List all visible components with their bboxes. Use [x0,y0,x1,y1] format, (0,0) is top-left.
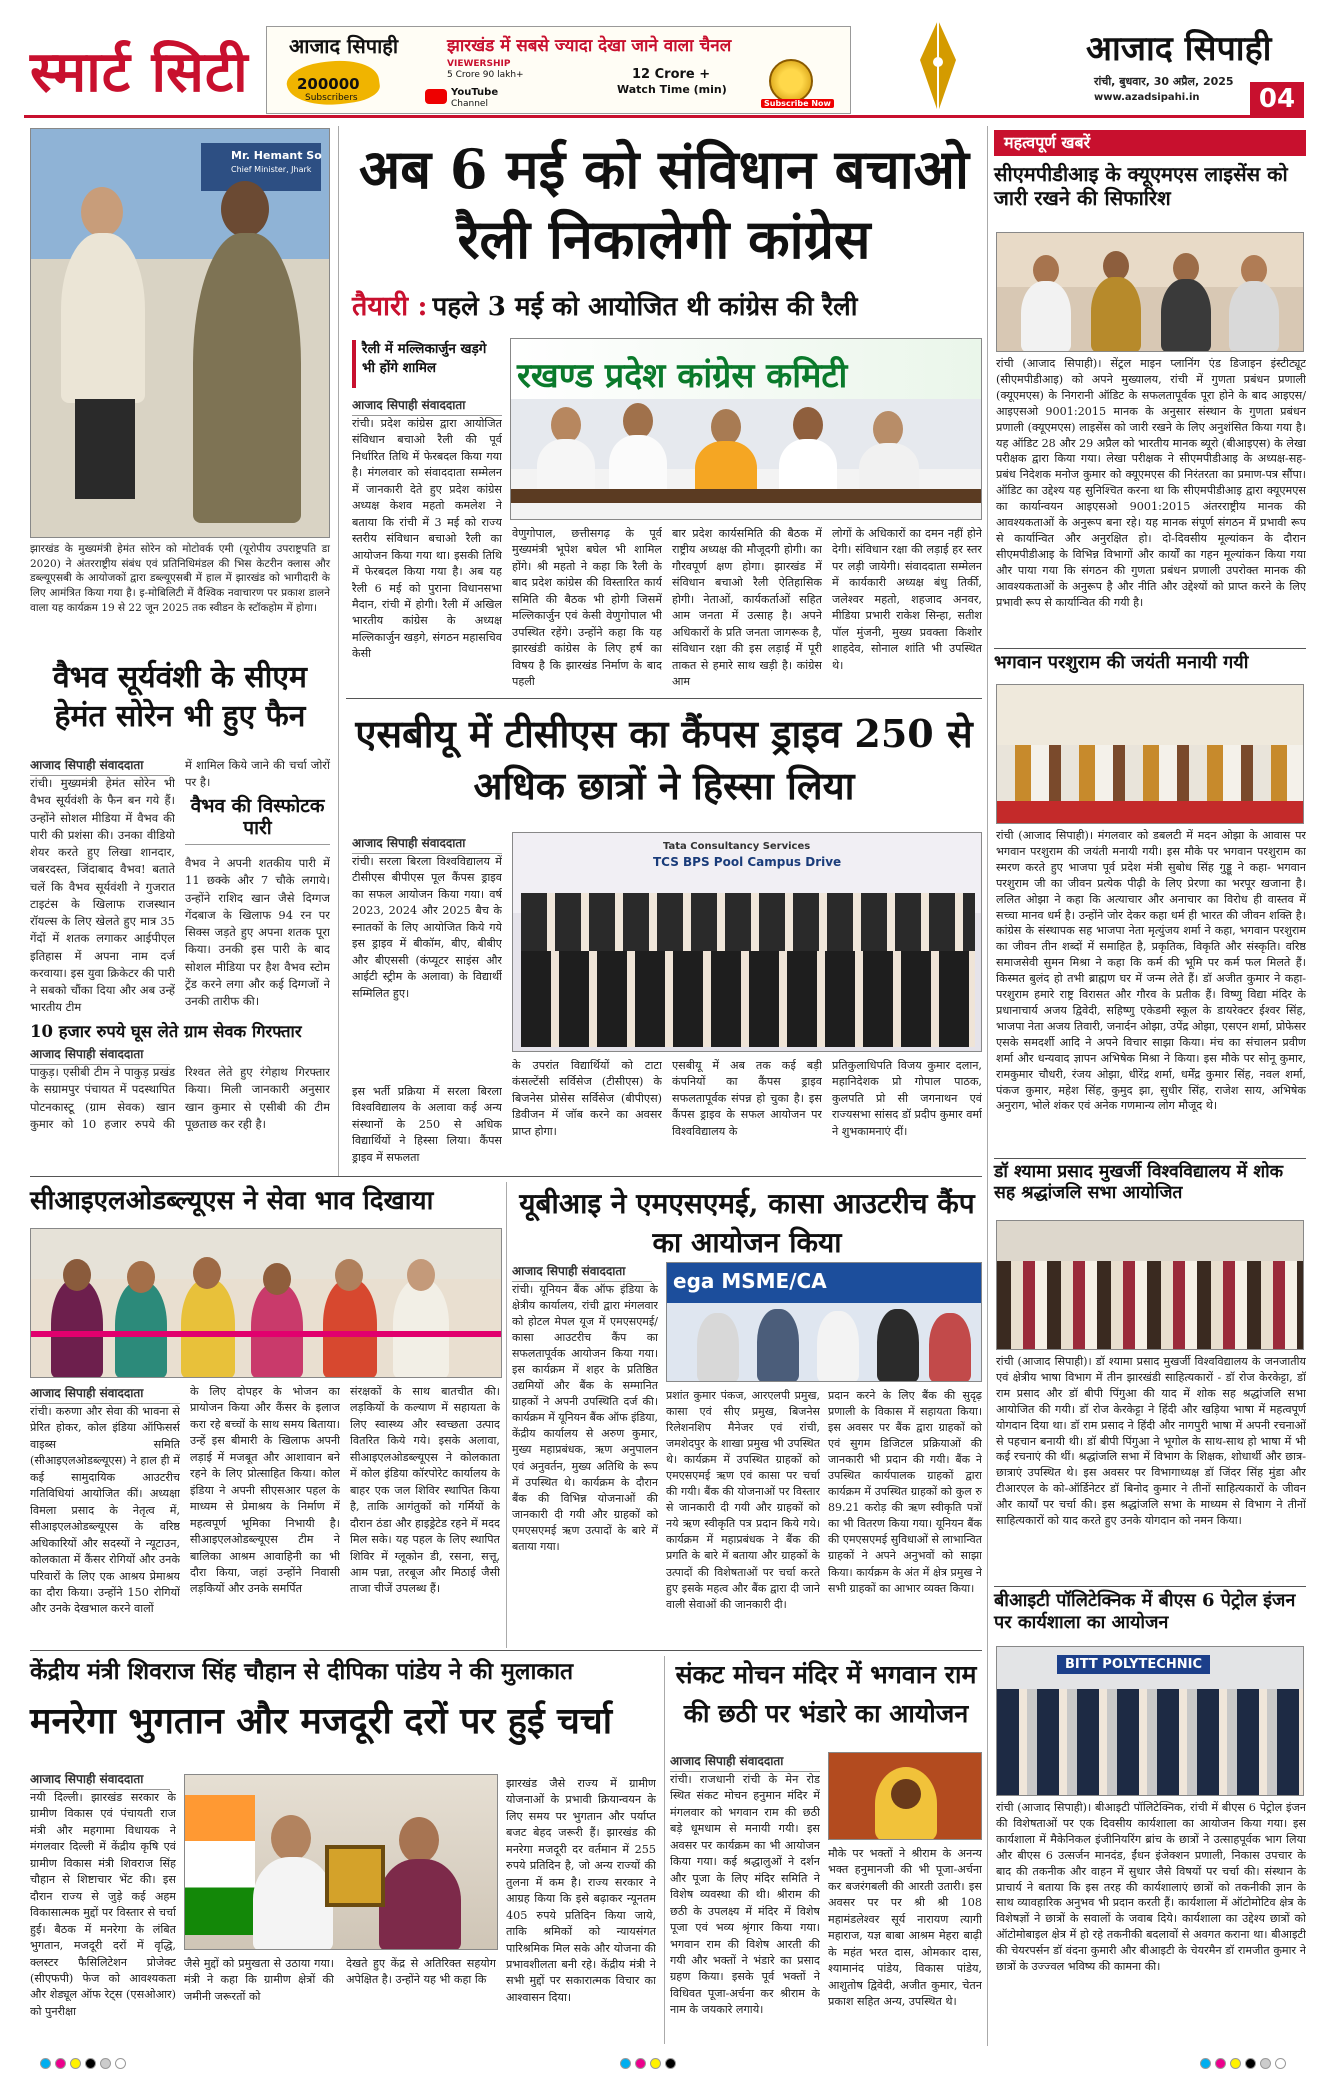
registration-dot [40,2058,51,2069]
ad-youtube: YouTube [451,87,499,98]
congress-press-conference-photo [510,338,982,520]
vaibhav-body-a: रांची। मुख्यमंत्री हेमंत सोरेन भी वैभव सूर्यवंशी के फैन बन गये हैं। उन्होंने सोशल मीडिया में वैभव की पारी की प्रशंसा की। उनका वीडियो शेयर करते हुए लिखा शानदार, जबरदस्त, जिंदाबाद वैभव! बताते चलें कि वैभव सूर्यवंशी ने गुजरात टाइटंस के खिलाफ राजस्थान रॉयल्स के लिए खेलते हुए मात्र 35 गेंदों में शतक लगाकर आईपीएल इतिहास में अपना नाम दर्ज करवाया। इस युवा क्रिकेटर की पारी ने सबको चौंका दिया और अब उन्हें भारतीय टीम [30,776,175,1015]
ad-viewership-label: VIEWERSHIP [447,59,511,69]
shivraj-col-1: नयी दिल्ली। झारखंड सरकार के ग्रामीण विकास एवं पंचायती राज मंत्री और महगामा विधायक ने मंगलवार दिल्ली में केंद्रीय कृषि एवं ग्रामीण विकास मंत्री शिवराज सिंह चौहान से शिष्टाचार भेंट की। इस दौरान राज्य से जुड़े कई अहम विकासात्मक मुद्दों पर विस्तार से चर्चा हुई। बैठक में मनरेगा के लंबित भुगतान, मजदूरी दरों में वृद्धि, क्लस्टर फैसिलिटेशन प्रोजेक्ट (सीएफपी) फेज को आवश्यकता और शेड्यूल ऑफ रेट्स (एसओआर) को पुनरीक्षा [30,1791,176,2018]
cmpdi-body: रांची (आजाद सिपाही)। सेंट्रल माइन प्लानिंग एंड डिजाइन इंस्टीट्यूट (सीएमपीडीआइ) को अपने मुख्यालय, रांची में गुणता प्रबंधन प्रणाली (क्यूएमएस) के निगरानी ऑडिट के सफलतापूर्वक पूरा होने के बाद आइएस/आइएसओ 9001:2015 मानक के अनुसार संस्थान के गुणता प्रबंधन प्रणाली (क्यूएमएस) लाइसेंस को जारी रखने के लिए अनुशंसित किया गया है। यह ऑडिट 28 और 29 अप्रैल को भारतीय मानक ब्यूरो (बीआइएस) के लेखा परीक्षक द्वारा किया गया। लेखा परीक्षक ने सीएमपीडीआइ के अध्यक्ष-सह-प्रबंध निदेशक मनोज कुमार को क्यूएमएस की निरंतरता का प्रमाण-पत्र सौंपा। ऑडिट का उद्देश्य यह सुनिश्चित करना था कि सीएमपीडीआइ द्वारा क्यूएमएस का कार्यान्वयन आइएसओ 9001:2015 अंतरराष्ट्रीय मानक की आवश्यकताओं के अनुरूप बना रहे। यह मानक संपूर्ण संगठन में प्रभावी रूप से कार्यान्वित और अनुरक्षित हो। दो-दिवसीय मूल्यांकन के दौरान सीएमपीडीआइ के विभिन्न विभागों और कार्यों का गहन मूल्यांकन किया गया और पाया गया कि संगठन की गुणता प्रबंधन प्रणाली उपरोक्त मानक की आवश्यकताओं के अनुरूप है और नीति और उद्देश्यों को प्राप्त करने के लिए प्रभावी रूप से कार्यान्वित की गयी है। [996,357,1306,609]
temple-idol-photo [828,1752,982,1840]
lead-col-2: वेणुगोपाल, छत्तीसगढ़ के पूर्व मुख्यमंत्री भूपेश बघेल भी शामिल होंगे। श्री महतो ने कहा कि रैली के बाद प्रदेश कांग्रेस की विस्तारित कार्य समिति की बैठक भी होगी जिसमें मल्लिकार्जुन एवं केसी वेणुगोपाल भी उपस्थित रहेंगे। उन्होंने कहा कि यह झारखंडी कांग्रेस के लिए हर्ष का विषय है कि झारखंड निर्माण के बाद पहली [512,527,662,689]
ad-subscribers-label: Subscribers [305,93,358,103]
vaibhav-subhead: वैभव की विस्फोटक पारी [185,795,330,845]
ad-tagline: झारखंड में सबसे ज्यादा देखा जाने वाला चैनल [447,36,732,56]
website[interactable]: www.azadsipahi.in [1094,92,1200,103]
ubi-col-2: प्रशांत कुमार पंकज, आरएलपी प्रमुख, कासा एवं सीए प्रमुख, बिजनेस रिलेशनशिप मैनेजर एवं रांची, जमशेदपुर के शाखा प्रमुख भी उपस्थित थे। कार्यक्रम में उपस्थित ग्राहकों को एमएसएमई ऋण एवं कासा पर चर्चा की गयी। बैंक की योजनाओं पर विस्तार से जानकारी दी गयी और ग्राहकों को नये ऋण स्वीकृति पत्र प्रदान किये गये। कार्यक्रम में महाप्रबंधक ने बैंक की प्रगति के बारे में बताया और ग्राहकों के उत्पादों की विशेषताओं पर चर्चा करते हुए इसके महत्व और बैंक द्वारा दी जाने वाली सेवाओं की जानकारी दी। [666,1389,820,1611]
dateline: रांची, बुधवार, 30 अप्रैल, 2025 [1094,75,1234,88]
ciowa-headline: सीआइएलओडब्ल्यूएस ने सेवा भाव दिखाया [30,1186,434,1216]
vaibhav-body-b-top: में शामिल किये जाने की चर्चा जोरों पर है। [185,758,330,790]
registration-dot [100,2058,111,2069]
cm-photo-caption: झारखंड के मुख्यमंत्री हेमंत सोरेन को मोटोवर्क एमी (यूरोपीय उपराष्ट्रपति डा 2020) ने अंतरराष्ट्रीय संबंध एवं प्रतिनिधिमंडल की भिस केटरीन क्लास और डब्ल्यूएसबी के आयोजकों द्वारा डब्ल्यूएसबी में हाल में झारखंड को भागीदारी के लिए आमंत्रित किया गया है। इ-मोबिलिटी में वैश्विक नवाचारण पर प्रकाश डालने वाला यह कार्यक्रम 19 से 22 जून 2025 तक स्वीडन के स्टॉकहोम में होगा। [30,543,330,614]
section-title: स्मार्ट सिटी [30,39,249,105]
registration-dot [1200,2058,1211,2069]
ciowa-ribbon-cutting-photo [30,1228,502,1378]
registration-dot [620,2058,631,2069]
shivraj-headline: मनरेगा भुगतान और मजदूरी दरों पर हुई चर्चा [30,1700,613,1742]
shyama-prasad-headline: डॉ श्यामा प्रसाद मुखर्जी विश्वविद्यालय में शोक सह श्रद्धांजलि सभा आयोजित [994,1162,1284,1203]
tcs-campus-drive-photo [512,832,982,1052]
ubi-headline: यूबीआइ ने एमएसएमई, कासा आउटरीच कैंप का आयोजन किया [519,1187,975,1260]
ubi-col-1: रांची। यूनियन बैंक ऑफ इंडिया के क्षेत्रीय कार्यालय, रांची द्वारा मंगलवार को होटल मेपल यूज में एमएसएमई/कासा आउटरीच कैंप का सफलतापूर्वक आयोजन किया गया। इस कार्यक्रम में शहर के प्रतिष्ठित उद्यमियों और बैंक के सम्मानित ग्राहकों ने अपनी उपस्थिति दर्ज की। कार्यक्रम में यूनियन बैंक ऑफ इंडिया, केंद्रीय कार्यालय से अरुण कुमार, मुख्य महाप्रबंधक, ऋण अनुपालन एवं अनुवर्तन, मुख्य अतिथि के रूप में उपस्थित थे। कार्यक्रम के दौरान बैंक की विभिन्न योजनाओं की जानकारी दी गयी और ग्राहकों को एमएसएमई ऋण उत्पादों के बारे में बताया गया। [512,1283,658,1553]
registration-marks-right [1200,2054,1290,2073]
sankat-headline: संकट मोचन मंदिर में भगवान राम की छठी पर भंडारे का आयोजन [675,1660,977,1728]
ciowa-byline: आजाद सिपाही संवाददाता [30,1384,180,1404]
ad-subscribers: 200000 [297,75,360,93]
registration-dot [1230,2058,1241,2069]
parshuram-body: रांची (आजाद सिपाही)। मंगलवार को डबलटी में मदन ओझा के आवास पर भगवान परशुराम की जयंती मनायी गयी। इस मौके पर भगवान परशुराम का स्मरण करते हुए भाजपा पूर्व प्रदेश मंत्री सुबोध सिंह गुड्डू ने कहा- भगवान परशुराम जी का जीवन प्रत्येक पीढ़ी के लिए प्रेरणा का भरपूर खजाना है। ललित ओझा ने कहा कि अत्याचार और अनाचार का विरोध ही वास्तव में सच्चा मानव धर्म है। उन्होंने जोर देकर कहा धर्म ही भारत की जीवन शक्ति है। कांग्रेस के संस्थापक सह भाजपा नेता मृत्युंजय शर्मा ने कहा, भगवान परशुराम का जीवन तीन शब्दों में समाहित है, प्रकृतिक, विकृति और संस्कृति। वरिष्ठ समाजसेवी सुमन मिश्रा ने कहा कि कर्म की भूमि पर कर्म फल मिलते हैं। किस्मत बुलंद हो तभी ब्राह्मण घर में जन्म लेते हैं। डॉ अजीत कुमार ने कहा- परशुराम हमारे राष्ट्र विरासत और गौरव के प्रतीक हैं। विष्णु विद्या मंदिर के प्रधानाचार्य अजय द्विवेदी, सहिष्णु एकेडमी स्कूल के डायरेक्टर ईश्वर सिंह, भाजपा नेता अजय तिवारी, जनार्दन ओझा, उपेंद्र ओझा, एसएन शर्मा, प्रोफेसर एसके समदर्शी आदि ने अपने विचार साझा किया। मंच का संचालन प्रवीण शर्मा और धन्यवाद ज्ञापन अभिषेक मिश्रा ने किया। इस मौके पर सोनू कुमार, रामकुमार चौधरी, रंजय ओझा, धीरेंद्र शर्मा, धर्मेंद्र कुमार सिंह, नवल शर्मा, पंकज कुमार, महेश सिंह, कुमुद झा, सुधीर सिंह, राजेश साय, अभिषेक अनुराग, भोले शंकर एवं अनेक गणमान्य लोग मौजूद थे। [996,829,1306,1113]
registration-dot [665,2058,676,2069]
registration-dot [55,2058,66,2069]
ad-channel: Channel [451,99,488,109]
ad-watch-time: 12 Crore + [632,67,711,82]
lead-subhead-line [352,286,982,323]
page-header [24,10,1304,118]
tcs-banner-1: Tata Consultancy Services [663,841,811,852]
ubi-byline: आजाद सिपाही संवाददाता [512,1262,652,1282]
lead-headline: अब 6 मई को संविधान बचाओ रैली निकालेगी कांग्रेस [359,137,969,272]
ciowa-col-3: संरक्षकों के साथ बातचीत की। लड़कियों के कल्याण में सहायता के लिए स्वास्थ्य और स्वच्छता उत्पाद वितरित किये गये। इसके अलावा, सीआइएलओडब्ल्यूएस ने कोलकाता में कोल इंडिया कॉरपोरेट कार्यालय के बाहर एक जल शिविर स्थापित किया है, ताकि आगंतुकों को गर्मियों के दौरान ठंडा और हाइड्रेटेड रहने में मदद मिल सके। यह पहल के लिए स्थापित शिविर में ग्लूकोन डी, रसना, सत्तू, आम पन्ना, तरबूज और मिठाई जैसी ताजा चीजें उपलब्ध हैं। [350,1385,500,1596]
registration-marks-mid [620,2054,680,2073]
ad-viewership-value: 5 Crore 90 lakh+ [447,70,524,80]
bit-polytechnic-body: रांची (आजाद सिपाही)। बीआइटी पॉलिटेक्निक, रांची में बीएस 6 पेट्रोल इंजन की विशेषताओं पर एक दिवसीय कार्यशाला का आयोजन किया गया। इस कार्यशाला में मैकेनिकल इंजीनियरिंग ब्रांच के छात्रों ने उत्साहपूर्वक भाग लिया और बीएस 6 उत्सर्जन मानदंड, ईंधन इंजेक्शन प्रणाली, निकास उपचार के बाद की तकनीक और वाहन में सुधार जैसे विषयों पर चर्चा की। संस्थान के प्राचार्य ने बताया कि इस तरह की कार्यशालाएं छात्रों को तकनीकी ज्ञान के साथ व्यावहारिक अनुभव भी प्रदान करती हैं। कार्यशाला में ऑटोमोटिव क्षेत्र के विशेषज्ञों ने छात्रों के सवालों के जवाब दिये। कार्यशाला का उद्देश्य छात्रों को ऑटोमोबाइल क्षेत्र में हो रहे तकनीकी बदलावों से अवगत कराना था। बीआइटी की चेयरपर्सन डॉ वंदना कुमारी और बीआइटी के चेयरमैन डॉ रामजीत कुमार ने छात्रों के उज्ज्वल भविष्य की कामना की। [996,1801,1306,1974]
lead-kicker: तैयारी : [352,291,428,322]
shivraj-kicker-headline: केंद्रीय मंत्री शिवराज सिंह चौहान से दीपिका पांडेय ने की मुलाकात [30,1658,574,1685]
shyama-prasad-body: रांची (आजाद सिपाही)। डॉ श्यामा प्रसाद मुखर्जी विश्वविद्यालय के जनजातीय एवं क्षेत्रीय भाषा विभाग में तीन झारखंडी साहित्यकारों - डॉ रोज केरकेट्टा, डॉ राम प्रसाद और डॉ बीपी पिंगुआ की याद में शोक सह श्रद्धांजलि सभा आयोजित की गयी। डॉ रोज केरकेट्टा ने हिंदी और खड़िया भाषा में महत्वपूर्ण योगदान दिया था। डॉ राम प्रसाद ने हिंदी और नागपुरी भाषा में अपनी रचनाओं से पहचान बनायी थी। डॉ बीपी पिंगुआ ने भूगोल के साथ-साथ हो भाषा में भी कई रचनाएं की थीं। श्रद्धांजलि सभा में विभाग के शिक्षक, शोधार्थी और छात्र-छात्राएं उपस्थित थे। इस अवसर पर विभागाध्यक्ष डॉ जिंदर सिंह मुंडा और टीआरएल के को-ऑर्डिनेटर डॉ बिनोद कुमार ने तीनों साहित्यकारों के जीवन और कार्यों पर चर्चा की। इस श्रद्धांजलि सभा के माध्यम से विभाग ने तीनों साहित्यकारों को याद करते हुए उनके योगदान को नमन किया। [996,1355,1306,1528]
registration-dot [1245,2058,1256,2069]
memento-frame-icon [325,1845,385,1907]
lead-subhead: पहले 3 मई को आयोजित थी कांग्रेस की रैली [432,292,858,322]
parshuram-jayanti-photo [996,684,1304,824]
shivraj-col-3: झारखंड जैसे राज्य में ग्रामीण योजनाओं के प्रभावी क्रियान्वयन के लिए समय पर भुगतान और पर्याप्त बजट बेहद जरूरी हैं। झारखंड की मनरेगा मजदूरी दर वर्तमान में 255 रुपये प्रतिदिन है, जो अन्य राज्यों की तुलना में कम है। राज्य सरकार ने आग्रह किया कि इसे बढ़ाकर न्यूनतम 405 रुपये प्रतिदिन किया जाये, ताकि श्रमिकों को न्यायसंगत पारिश्रमिक मिल सके और योजना की प्रभावशीलता बनी रहे। केंद्रीय मंत्री ने सभी मुद्दों पर सकारात्मक विचार का आश्वासन दिया। [506,1777,656,2004]
registration-dot [85,2058,96,2069]
bribe-headline: 10 हजार रुपये घूस लेते ग्राम सेवक गिरफ्तार [30,1022,302,1041]
ciowa-col-1: रांची। करुणा और सेवा की भावना से प्रेरित होकर, कोल इंडिया ऑफिसर्स वाइब्स समिति (सीआइएलओडब्ल्यूएस) ने हाल ही में कई सामुदायिक आउटरीच गतिविधियां आयोजित कीं। अध्यक्षा विमला प्रसाद के नेतृत्व में, सीआइएलओडब्ल्यूएस के वरिष्ठ अधिकारियों और सदस्यों ने न्यूटाउन, कोलकाता में कैंसर रोगियों और उनके परिवारों के लिए एक आश्रय प्रेमाश्रय का दौरा किया। उन्होंने 150 रोगियों और उनके देखभाल करने वालों [30,1405,180,1616]
bribe-body: पाकुड़। एसीबी टीम ने पाकुड़ प्रखंड के सग्रामपुर पंचायत में पदस्थापित पोटनकास्टू (ग्राम सेवक) खान कुमार को 10 हजार रुपये की रिश्वत लेते हुए रंगेहाथ गिरफ्तार किया। मिली जानकारी अनुसार खान कुमार से एसीबी की टीम पूछताछ कर रही है। [30,1065,330,1131]
masthead: आजाद सिपाही [1086,29,1272,69]
shivraj-byline: आजाद सिपाही संवाददाता [30,1770,170,1790]
shraddhanjali-sabha-photo [996,1220,1304,1350]
sbu-byline: आजाद सिपाही संवाददाता [352,834,502,854]
sbu-body-2: इस भर्ती प्रक्रिया में सरला बिरला विश्वविद्यालय के अलावा कई अन्य संस्थानों के 250 से अधिक विद्यार्थियों ने हिस्सा लिया। कैंपस ड्राइव में सफलता [352,1085,502,1164]
registration-dot [650,2058,661,2069]
lead-col-4: लोगों के अधिकारों का दमन नहीं होने देगी। संविधान रक्षा की लड़ाई हर स्तर पर लड़ी जायेगी। संवाददाता सम्मेलन में कार्यकारी अध्यक्ष बंधु तिर्की, जलेश्वर महतो, शहजाद अनवर, मीडिया प्रभारी राकेश सिन्हा, सतीश पॉल मुंजनी, मुख्य प्रवक्ता किशोर शाहदेव, सोनाल शांति भी उपस्थित थे। [832,527,982,672]
sankat-col-2: मौके पर भक्तों ने श्रीराम के अनन्य भक्त हनुमानजी की भी पूजा-अर्चना कर बजरंगबली की आरती उतारी। इस अवसर पर पर श्री श्री 108 महामंडलेश्वर सूर्य नारायण त्यागी महाराज, यज्ञ बाबा आश्रम मेहरा बाढ़ी के महंत भरत दास, ओमकार दास, श्यामानंद पांडेय, विकास पांडेय, आशुतोष द्विवेदी, अजीत कुमार, चेतन प्रकाश सहित अन्य, उपस्थित थे। [828,1847,982,2009]
lead-col-1: रांची। प्रदेश कांग्रेस द्वारा आयोजित संविधान बचाओ रैली की पूर्व निर्धारित तिथि में फेरबदल किया गया है। मंगलवार को संवाददाता सम्मेलन में जानकारी देते हुए प्रदेश कांग्रेस अध्यक्ष केशव महतो कमलेश ने बताया कि रांची में 3 मई को राज्य स्तरीय संविधान बचाओ रैली का आयोजन किया गया था। इसकी तिथि में फेरबदल किया गया है। अब यह रैली 6 मई को पुराना विधानसभा मैदान, रांची में होगी। रैली में अखिल भारतीय कांग्रेस के अध्यक्ष मल्लिकार्जुन खड़गे, संगठन महासचिव केसी [352,417,502,661]
shivraj-meeting-photo [184,1774,498,1950]
sankat-byline: आजाद सिपाही संवाददाता [670,1752,820,1772]
youtube-channel-ad[interactable] [266,26,851,114]
name-plate: Mr. Hemant So [231,149,322,162]
cmpdi-headline: सीएमपीडीआइ के क्यूएमएस लाइसेंस को जारी रखने की सिफारिश [994,162,1288,210]
registration-dot [70,2058,81,2069]
lead-col-3: बार प्रदेश कार्यसमिति की बैठक में राष्ट्रीय अध्यक्ष की मौजूदगी होगी। का गौरवपूर्ण क्षण होगा। झारखंड में संविधान बचाओ रैली ऐतिहासिक होगी। नेताओं, कार्यकर्ताओं सहित आम जनता में उत्साह है। अपने अधिकारों के प्रति जनता जागरूक है, संविधान रक्षा की इस लड़ाई में पूरी ताकत से हमारे साथ खड़ी है। कांग्रेस आम [672,527,822,689]
bribe-byline: आजाद सिपाही संवाददाता [30,1045,170,1065]
shivraj-caption-left: जैसे मुद्दों को प्रमुखता से उठाया गया। मंत्री ने कहा कि ग्रामीण क्षेत्रों की जमीनी जरूरतों को [184,1957,334,2003]
lead-byline: आजाद सिपाही संवाददाता [352,396,502,416]
cmpdi-certificate-photo [996,232,1304,352]
sbu-bottom-c: प्रतिकुलाधिपति विजय कुमार दलान, महानिदेशक प्रो गोपाल पाठक, कुलपति प्रो सी जगनाथन एवं राज्यसभा सांसद डॉ प्रदीप कुमार वर्मा ने शुभकामनाएं दीं। [832,1059,982,1138]
sbu-bottom-b: एसबीयू में अब तक कई बड़ी कंपनियों का कैंपस ड्राइव सफलतापूर्वक संपन्न हो चुका है। इस कैंपस ड्राइव के सफल आयोजन पर विश्वविद्यालय के [672,1059,822,1138]
bit-sign: BITT POLYTECHNIC [1057,1655,1210,1674]
lead-pull-quote: रैली में मल्लिकार्जुन खड़गे भी होंगे शामिल [352,340,500,388]
youtube-logo-icon [425,89,447,104]
sbu-body: रांची। सरला बिरला विश्वविद्यालय में टीसीएस बीपीएस पूल कैंपस ड्राइव का सफल आयोजन किया गया। वर्ष 2023, 2024 और 2025 बैच के स्नातकों के लिए आयोजित किये गये इस ड्राइव में बीकॉम, बीए, बीबीए और बीएससी (कंप्यूटर साइंस और आईटी स्ट्रीम के अलावा) के विद्यार्थी सम्मिलित हुए। [352,855,502,1000]
cm-meeting-photo [30,128,330,538]
name-plate-sub: Chief Minister, Jhark [231,165,312,174]
registration-dot [1275,2058,1286,2069]
vaibhav-byline: आजाद सिपाही संवाददाता [30,756,170,776]
ad-subscribe-now[interactable]: Subscribe Now [761,99,834,108]
sankat-col-1: रांची। राजधानी रांची के मेन रोड स्थित संकट मोचन हनुमान मंदिर में मंगलवार को भगवान राम की छठी बड़े धूमधाम से मनायी गयी। इस अवसर पर कार्यक्रम का भी आयोजन किया गया। कई श्रद्धालुओं ने दर्शन और पूजा के लिए मंदिर समिति ने विशेष व्यवस्था की थी। श्रीराम की छठी के उपलक्ष्य में मंदिर में विशेष पूजा एवं भव्य श्रृंगार किया गया। भगवान राम की विशेष आरती की गयी और भक्तों ने भंडारे का प्रसाद ग्रहण किया। इसके पूर्व भक्तों ने विधिवत पूजा-अर्चना कर श्रीराम के नाम के जयकारे लगाये। [670,1773,820,2017]
ad-watch-time-label: Watch Time (min) [617,83,727,96]
ubi-outreach-camp-photo [666,1262,982,1382]
tcs-banner-2: TCS BPS Pool Campus Drive [653,855,842,869]
sbu-bottom-a: के उपरांत विद्यार्थियों को टाटा कंसल्टेंसी सर्विसेज (टीसीएस) के बिजनेस प्रोसेस सर्विसेज (बीपीएस) डिवीजन में जॉब करने का अवसर प्राप्त होगा। [512,1059,662,1138]
registration-marks-left [40,2054,130,2073]
vaibhav-headline: वैभव सूर्यवंशी के सीएम हेमंत सोरेन भी हुए फैन [53,660,307,734]
banner-text: रखण्ड प्रदेश कांग्रेस कमिटी [517,356,848,396]
page-number: 04 [1250,82,1304,116]
pen-nib-icon [910,16,966,116]
ubi-banner: ega MSME/CA [673,1269,827,1293]
sidebar-section-label: महत्वपूर्ण खबरें [994,130,1306,156]
shivraj-caption-right: देखते हुए केंद्र से अतिरिक्त सहयोग अपेक्षित है। उन्होंने यह भी कहा कि [346,1957,496,1987]
registration-dot [1260,2058,1271,2069]
sbu-headline: एसबीयू में टीसीएस का कैंपस ड्राइव 250 से अधिक छात्रों ने हिस्सा लिया [355,711,973,809]
ubi-col-3: प्रदान करने के लिए बैंक की सुदृढ़ प्रणाली के विकास में सहायता किया। इस अवसर पर बैंक द्वारा ग्राहकों को एवं सुगम डिजिटल प्रक्रियाओं की जानकारी भी प्रदान की गयी। बैंक ने उपस्थित कार्यपालक ग्राहकों द्वारा कार्यक्रम में उपस्थित ग्राहकों को कुल रु 89.21 करोड़ की ऋण स्वीकृति पत्रों का भी वितरण किया गया। यूनियन बैंक की एमएसएमई सुविधाओं से लाभान्वित ग्राहकों ने अपने अनुभवों को साझा किया। कार्यक्रम के अंत में क्षेत्र प्रमुख ने सभी ग्राहकों का आभार व्यक्त किया। [828,1389,982,1595]
registration-dot [1215,2058,1226,2069]
registration-dot [115,2058,126,2069]
bit-polytechnic-headline: बीआइटी पॉलिटेक्निक में बीएस 6 पेट्रोल इंजन पर कार्यशाला का आयोजन [994,1590,1296,1633]
ciowa-col-2: के लिए दोपहर के भोजन का प्रायोजन किया और कैंसर के इलाज करा रहे बच्चों के साथ समय बिताया। उन्हें इस बीमारी के खिलाफ अपनी लड़ाई में मजबूत और आशावान बने रहने के लिए प्रोत्साहित किया। कोल इंडिया ने अपनी सीएसआर पहल के माध्यम से प्रेमाश्रय के निर्माण में महत्वपूर्ण भूमिका निभायी है। सीआइएलओडब्ल्यूएस टीम ने बालिका आश्रम आवाहिनी का भी दौरा किया, जहां उन्होंने निवासी लड़कियों और उनके समर्पित [190,1385,340,1596]
ad-brand: आजाद सिपाही [289,34,399,58]
ad-award-badge-icon [769,59,813,103]
registration-dot [635,2058,646,2069]
bit-workshop-photo [996,1646,1304,1796]
parshuram-headline: भगवान परशुराम की जयंती मनायी गयी [994,652,1249,673]
vaibhav-body-b: वैभव ने अपनी शतकीय पारी में 11 छक्के और 7 चौके लगाये। उन्होंने राशिद खान जैसे दिग्गज गेंदबाज के खिलाफ 94 रन पर सिक्स जड़ते हुए अपना शतक पूरा किया। उनकी इस पारी के बाद सोशल मीडिया पर हैश वैभव स्टोम ट्रेंड करने लगा और कई दिग्गजों ने उनकी तारीफ की। [185,856,330,1008]
